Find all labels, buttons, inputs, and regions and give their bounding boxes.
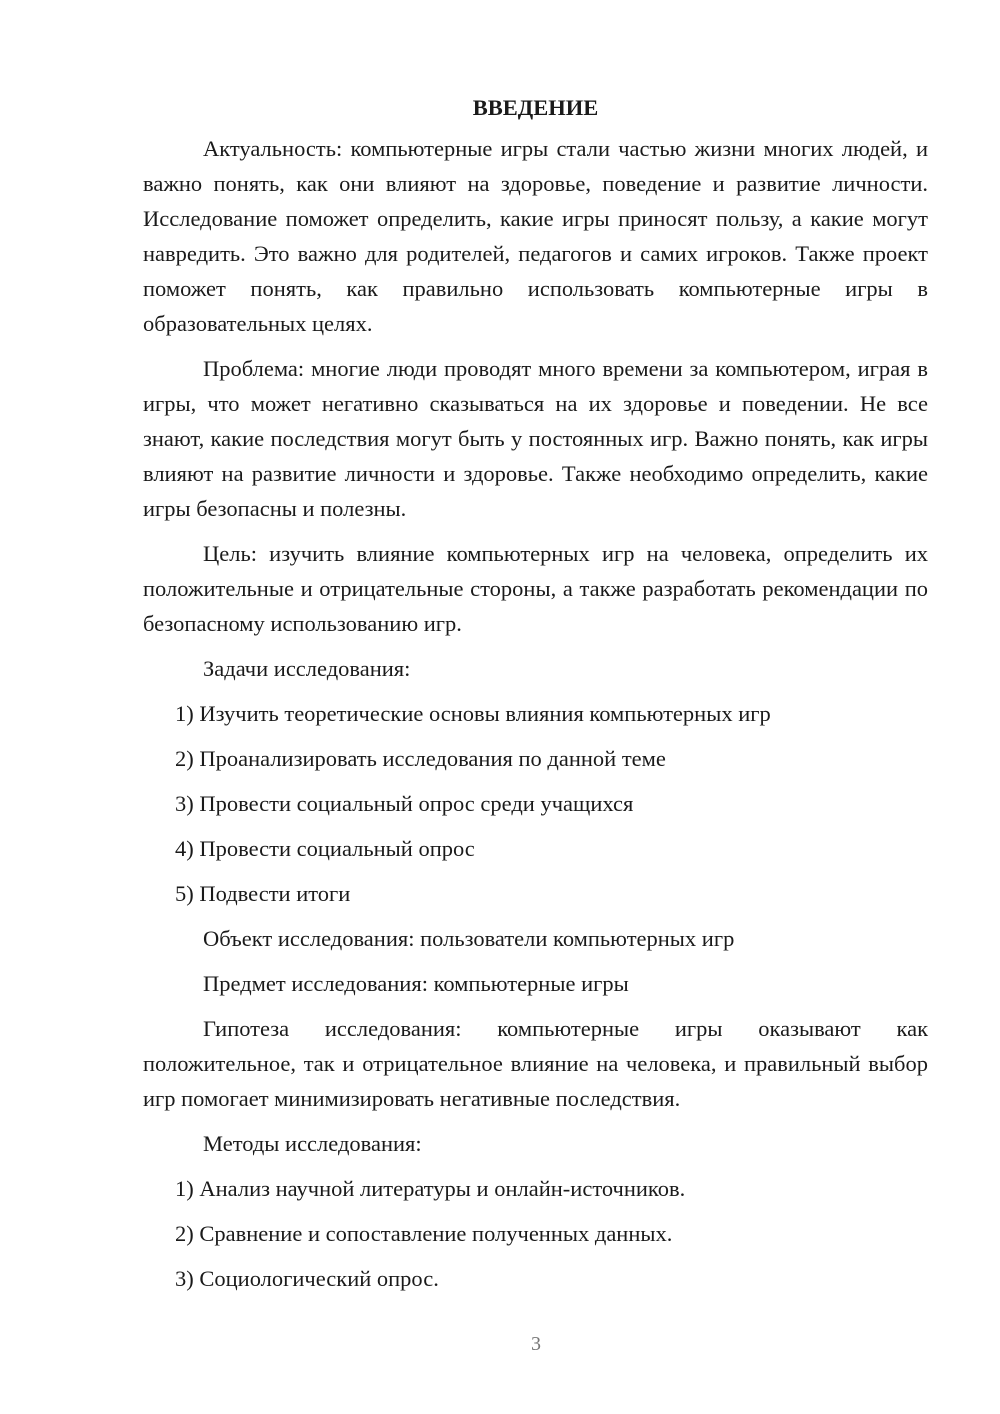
tasks-label: Задачи исследования: [203, 656, 411, 681]
methods-label: Методы исследования: [203, 1131, 422, 1156]
task-item-3: 3) Провести социальный опрос среди учащихся [175, 791, 634, 816]
relevance-paragraph: Актуальность: компьютерные игры стали частью жизни многих людей, и важно понять, как они влияют на здоровье, поведение и развитие личности. Исследование поможет определить, какие игры приносят пользу, а какие могут навредить. Это важно для родителей, педагогов и самих игроков. Также проект поможет понять, как правильно использовать компьютерные игры в образовательных целях. [143, 136, 928, 336]
method-item-1: 1) Анализ научной литературы и онлайн-источников. [175, 1176, 686, 1201]
method-item-3: 3) Социологический опрос. [175, 1266, 439, 1291]
hypothesis-paragraph: Гипотеза исследования: компьютерные игры оказывают как положительное, так и отрицательное влияние на человека, и правильный выбор игр помогает минимизировать негативные последствия. [143, 1016, 928, 1111]
goal-paragraph: Цель: изучить влияние компьютерных игр на человека, определить их положительные и отрицательные стороны, а также разработать рекомендации по безопасному использованию игр. [143, 541, 928, 636]
document-page [143, 90, 928, 1306]
method-item-2: 2) Сравнение и сопоставление полученных данных. [175, 1221, 673, 1246]
subject-line: Предмет исследования: компьютерные игры [203, 971, 629, 996]
task-item-5: 5) Подвести итоги [175, 881, 351, 906]
section-heading: ВВЕДЕНИЕ [472, 95, 599, 120]
task-item-4: 4) Провести социальный опрос [175, 836, 475, 861]
problem-paragraph: Проблема: многие люди проводят много времени за компьютером, играя в игры, что может негативно сказываться на их здоровье и поведении. Не все знают, какие последствия могут быть у постоянных игр. Важно понять, как игры влияют на развитие личности и здоровье. Также необходимо определить, какие игры безопасны и полезны. [143, 356, 928, 521]
object-line: Объект исследования: пользователи компьютерных игр [203, 926, 735, 951]
task-item-1: 1) Изучить теоретические основы влияния компьютерных игр [175, 701, 771, 726]
task-item-2: 2) Проанализировать исследования по данной теме [175, 746, 666, 771]
page-number: 3 [531, 1333, 541, 1355]
